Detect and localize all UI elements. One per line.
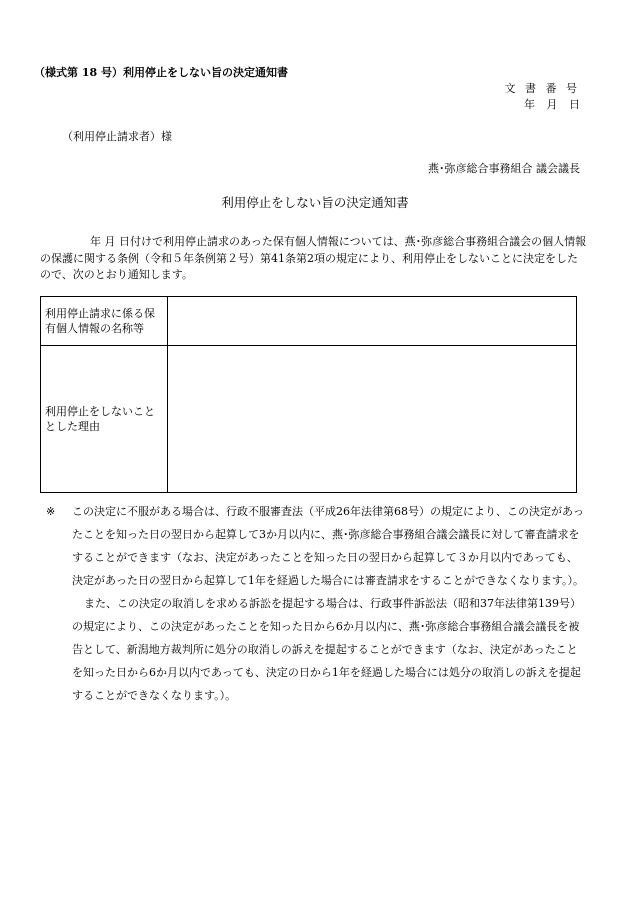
recipient-label: （利用停止請求者）様 bbox=[62, 130, 172, 143]
note-mark: ※ bbox=[46, 505, 56, 518]
document-title: 利用停止をしない旨の決定通知書 bbox=[221, 195, 409, 210]
document-number-label: 文 書 番 号 bbox=[504, 82, 580, 95]
table-row bbox=[41, 297, 577, 346]
appeal-note bbox=[46, 500, 588, 592]
reason-label: 利用停止をしないこととした理由 bbox=[41, 346, 168, 493]
table-row bbox=[41, 346, 577, 493]
sender-label: 燕･弥彦総合事務組合 議会議長 bbox=[428, 162, 580, 175]
lawsuit-note: また、この決定の取消しを求める訴訟を提起する場合は、行政事件訴訟法（昭和37年法律第139号）の規定により、この決定があったことを知った日から6か月以内に、燕･弥彦総合事務組合議会議長を被告として、新潟地方裁判所に処分の取消しの訴えを提起することができます（なお、決定があったことを知った日から6か月以内であっても、決定の日から1年を経過した場合には処分の取消しの訴えを提起することができなくなります。）。 bbox=[72, 597, 581, 702]
date-label: 年 月 日 bbox=[524, 98, 580, 111]
reason-value bbox=[168, 346, 577, 493]
notes-section bbox=[46, 500, 588, 707]
appeal-note-text: この決定に不服がある場合は、行政不服審査法（平成26年法律第68号）の規定により、この決定があったことを知った日の翌日から起算して3か月以内に、燕･弥彦総合事務組合議会議長に対して審査請求をすることができます（なお、決定があったことを知った日の翌日から起算して３か月以内であっても、決定があった日の翌日から起算して1年を経過した場合には審査請求をすることができなくなります。）。 bbox=[72, 505, 585, 587]
info-name-value bbox=[168, 297, 577, 346]
info-name-label: 利用停止請求に係る保有個人情報の名称等 bbox=[41, 297, 168, 346]
form-number: （様式第 18 号）利用停止をしない旨の決定通知書 bbox=[34, 66, 288, 79]
intro-text: 年 月 日付けで利用停止請求のあった保有個人情報については、燕･弥彦総合事務組合議会の個人情報の保護に関する条例（令和５年条例第２号）第41条第2項の規定により、利用停止をしないことに決定をしたので、次のとおり通知します。 bbox=[40, 235, 587, 281]
info-table bbox=[40, 296, 577, 493]
intro-paragraph bbox=[40, 234, 588, 284]
